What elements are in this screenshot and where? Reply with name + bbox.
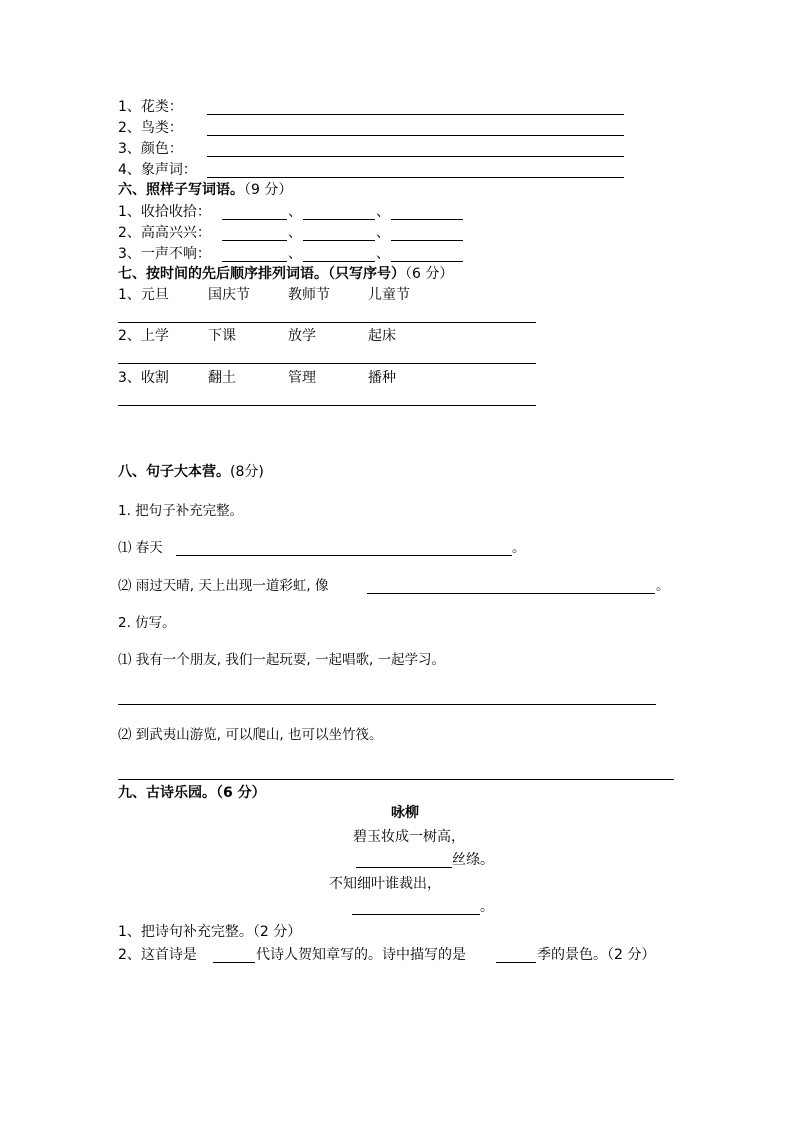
order-answer-line-3[interactable] [118, 405, 536, 406]
flower-answer-line[interactable] [207, 114, 624, 115]
pattern1-label: 1、收拾收拾： [118, 204, 211, 220]
poem-question-1: 1、把诗句补充完整。（2 分） [118, 924, 302, 940]
separator: 、 [288, 225, 302, 241]
color-label: 3、颜色： [118, 141, 183, 157]
section6-score: （9 分） [244, 182, 293, 198]
color-answer-line[interactable] [207, 156, 624, 157]
order-word: 放学 [288, 328, 316, 344]
pattern3-blank-2[interactable] [303, 261, 375, 262]
order-word: 下课 [208, 328, 236, 344]
separator: 、 [376, 225, 390, 241]
pattern2-label: 2、高高兴兴： [118, 225, 211, 241]
poem-line-4-blank[interactable] [352, 914, 480, 915]
poem-line-2-suffix: 丝绦。 [452, 852, 494, 868]
poem-line-4-suffix: 。 [480, 899, 494, 915]
pattern3-label: 3、一声不响： [118, 246, 211, 262]
section6-heading [118, 181, 292, 199]
section8-score: (8分) [230, 464, 264, 480]
poem-line-2-blank[interactable] [356, 867, 452, 868]
spring-prefix: ⑴ 春天 [118, 540, 163, 556]
spring-suffix: 。 [512, 540, 526, 556]
pattern1-blank-3[interactable] [391, 219, 463, 220]
pattern3-blank-3[interactable] [391, 261, 463, 262]
section7-heading [118, 265, 453, 283]
flower-label: 1、花类： [118, 99, 183, 115]
poem-title: 咏柳 [391, 805, 419, 821]
separator: 、 [376, 246, 390, 262]
order-word: 翻土 [208, 370, 236, 386]
poem-line-1: 碧玉妆成一树高， [353, 829, 465, 845]
poem-question-2-part-b: 代诗人贺知章写的。诗中描写的是 [256, 947, 466, 963]
order-word: 2、上学 [118, 328, 169, 344]
dynasty-blank[interactable] [213, 962, 255, 963]
order-word: 3、收割 [118, 370, 169, 386]
order-word: 教师节 [288, 287, 330, 303]
order-word: 起床 [368, 328, 396, 344]
poem-question-2-part-c: 季的景色。（2 分） [537, 947, 656, 963]
separator: 、 [288, 246, 302, 262]
pattern2-blank-1[interactable] [222, 240, 287, 241]
section6-title: 六、照样子写词语。 [118, 182, 244, 198]
season-blank[interactable] [496, 962, 536, 963]
rainbow-suffix: 。 [656, 578, 670, 594]
order-word: 1、元旦 [118, 287, 169, 303]
section7-title: 七、按时间的先后顺序排列词语。（只写序号） [118, 266, 405, 282]
order-answer-line-1[interactable] [118, 322, 536, 323]
pattern1-blank-1[interactable] [222, 219, 287, 220]
order-word: 儿童节 [368, 287, 410, 303]
wuyi-sentence: ⑵ 到武夷山游览, 可以爬山, 也可以坐竹筏。 [118, 727, 383, 743]
order-word: 国庆节 [208, 287, 250, 303]
order-word: 管理 [288, 370, 316, 386]
friend-answer-line[interactable] [118, 704, 656, 705]
wuyi-answer-line[interactable] [118, 779, 674, 780]
section8-title: 八、句子大本营。 [118, 464, 230, 480]
poem-question-2-part-a: 2、这首诗是 [118, 947, 197, 963]
rainbow-prefix: ⑵ 雨过天晴, 天上出现一道彩虹, 像 [118, 578, 329, 594]
onomatopoeia-label: 4、象声词： [118, 162, 197, 178]
bird-answer-line[interactable] [207, 135, 624, 136]
pattern1-blank-2[interactable] [303, 219, 375, 220]
bird-label: 2、鸟类： [118, 120, 183, 136]
rainbow-blank[interactable] [367, 593, 655, 594]
spring-blank[interactable] [176, 555, 512, 556]
friend-sentence: ⑴ 我有一个朋友, 我们一起玩耍, 一起唱歌, 一起学习。 [118, 652, 446, 668]
section8-heading [118, 463, 264, 481]
section7-score: （6 分） [405, 266, 454, 282]
pattern2-blank-2[interactable] [303, 240, 375, 241]
poem-line-3: 不知细叶谁裁出， [329, 876, 441, 892]
separator: 、 [376, 204, 390, 220]
section9-title: 九、古诗乐园。（6 分） [118, 785, 266, 801]
pattern2-blank-3[interactable] [391, 240, 463, 241]
order-answer-line-2[interactable] [118, 363, 536, 364]
pattern3-blank-1[interactable] [222, 261, 287, 262]
onomatopoeia-answer-line[interactable] [207, 177, 624, 178]
order-word: 播种 [368, 370, 396, 386]
imitate-question: 2. 仿写。 [118, 615, 176, 631]
separator: 、 [288, 204, 302, 220]
complete-sentence-question: 1. 把句子补充完整。 [118, 503, 244, 519]
